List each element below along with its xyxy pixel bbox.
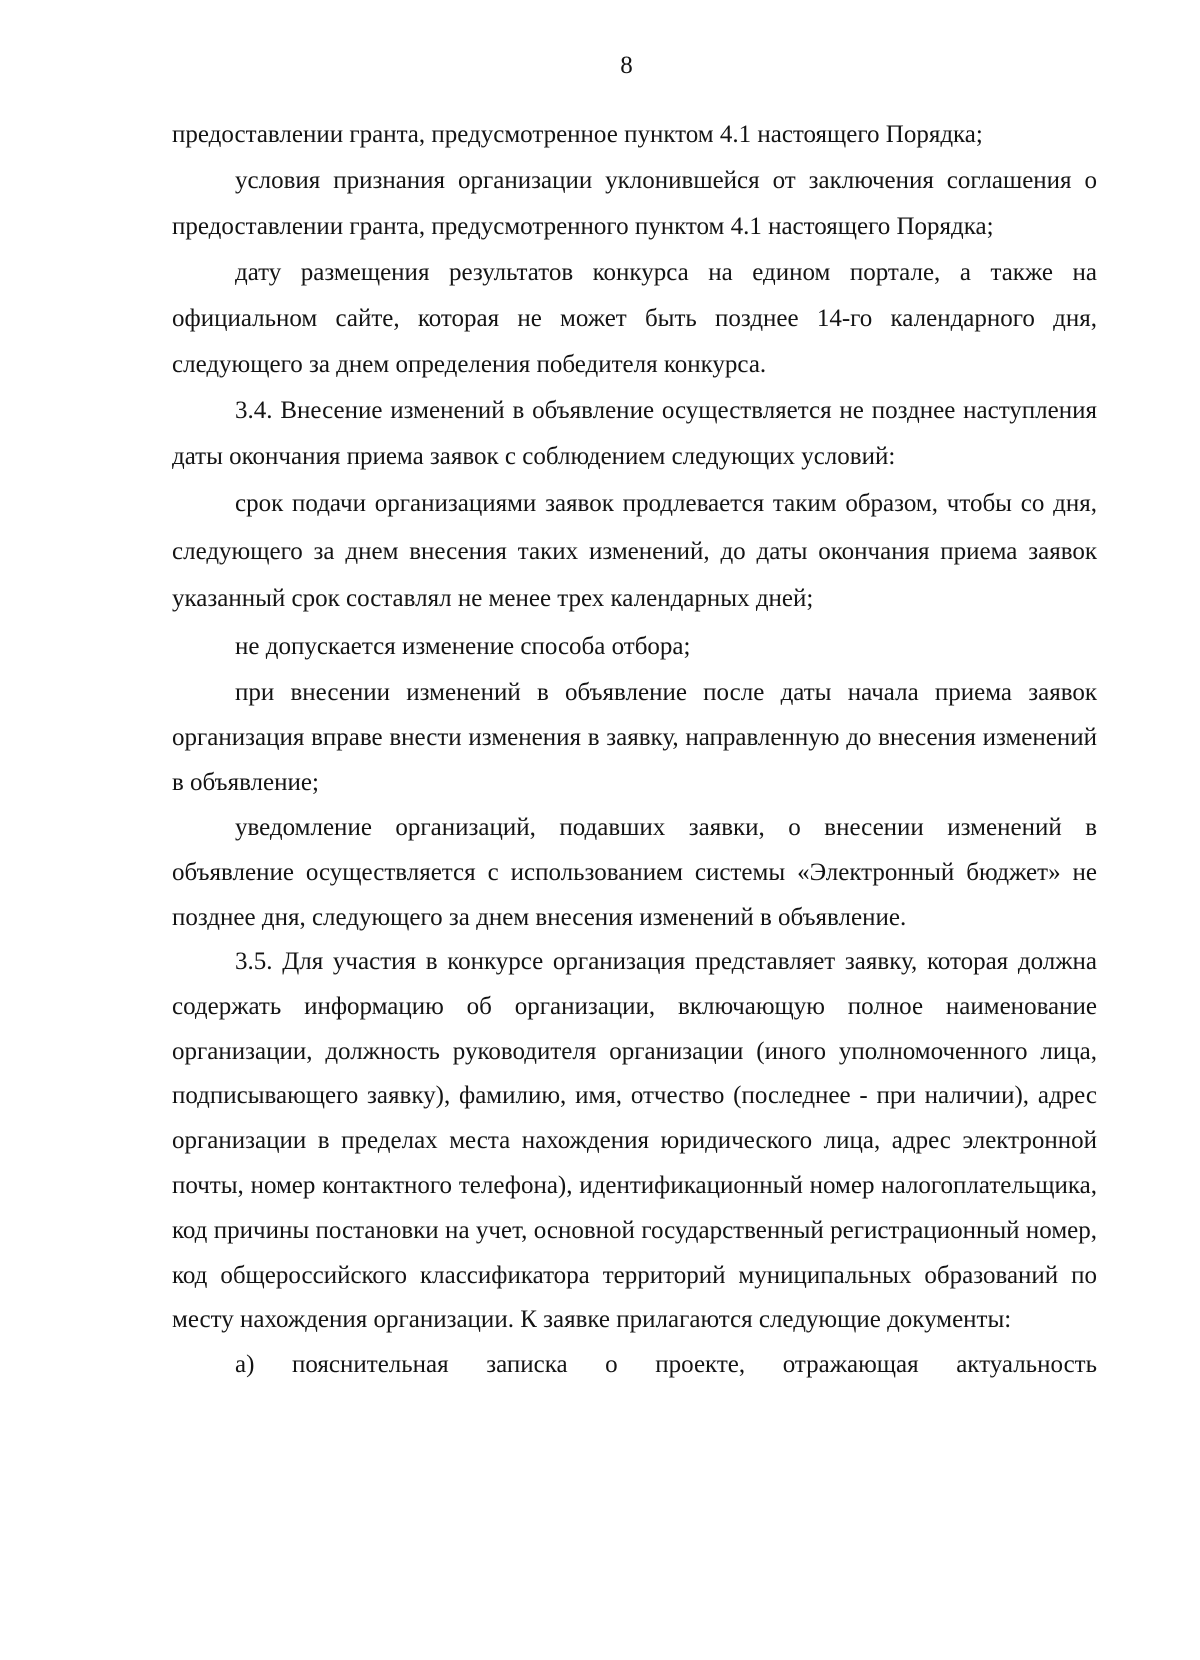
paragraph-evasion-conditions: условия признания организации уклонившейся от заключения соглашения о предоставлении гранта, предусмотренного пунктом 4.1 настоящего Порядка; xyxy=(172,167,1097,240)
document-body xyxy=(172,112,1097,1388)
paragraph-results-publication-date: дату размещения результатов конкурса на едином портале, а также на официальном сайте, которая не может быть позднее 14-го календарного дня, следующего за днем определения победителя конкурса. xyxy=(172,259,1097,378)
page-number: 8 xyxy=(620,52,633,79)
paragraph-application-changes: при внесении изменений в объявление после даты начала приема заявок организация вправе внести изменения в заявку, направленную до внесения изменений в объявление; xyxy=(172,679,1097,796)
paragraph-section-3-4: 3.4. Внесение изменений в объявление осуществляется не позднее наступления даты окончания приема заявок с соблюдением следующих условий: xyxy=(172,397,1097,470)
paragraph-selection-method: не допускается изменение способа отбора; xyxy=(235,632,691,660)
paragraph-notification: уведомление организаций, подавших заявки, о внесении изменений в объявление осуществляется с использованием системы «Электронный бюджет» не позднее дня, следующего за днем внесения изменений в объявление. xyxy=(172,814,1097,931)
paragraph-section-3-5: 3.5. Для участия в конкурсе организация представляет заявку, которая должна содержать информацию об организации, включающую полное наименование организации, должность руководителя организации (иного уполномоченного лица, подписывающего заявку), фамилию, имя, отчество (последнее - при наличии), адрес организации в пределах места нахождения юридического лица, адрес электронной почты, номер контактного телефона), идентификационный номер налогоплательщика, код причины постановки на учет, основной государственный регистрационный номер, код общероссийского классификатора территорий муниципальных образований по месту нахождения организации. К заявке прилагаются следующие документы: xyxy=(172,948,1097,1334)
paragraph-item-a: а) пояснительная записка о проекте, отражающая актуальность xyxy=(235,1351,1097,1379)
paragraph-grant-provision-end: предоставлении гранта, предусмотренное пунктом 4.1 настоящего Порядка; xyxy=(172,121,983,148)
paragraph-deadline-extension: срок подачи организациями заявок продлевается таким образом, чтобы со дня, следующего за днем внесения таких изменений, до даты окончания приема заявок указанный срок составлял не менее трех календарных дней; xyxy=(172,490,1097,612)
